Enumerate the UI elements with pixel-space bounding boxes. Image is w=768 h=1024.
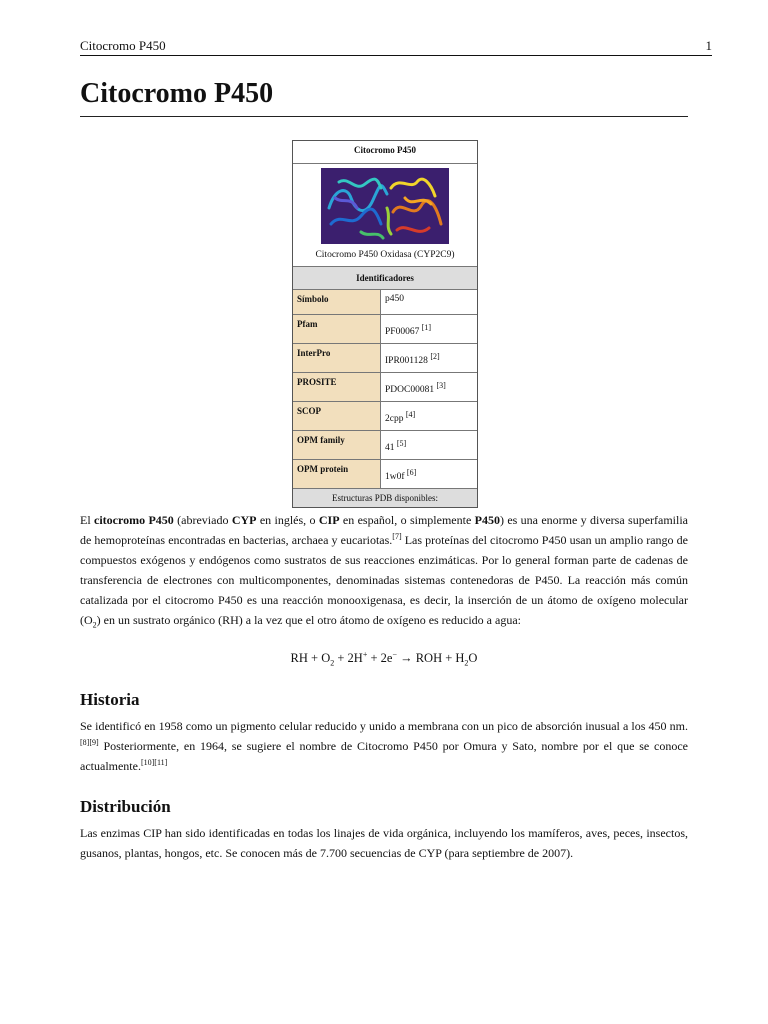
infobox-value[interactable]: IPR001128 [2] <box>385 352 440 367</box>
infobox-row <box>293 460 477 489</box>
infobox-value[interactable]: 2cpp [4] <box>385 410 416 425</box>
infobox-row <box>293 373 477 402</box>
citation-link[interactable]: [4] <box>405 410 416 419</box>
term-citocromo: citocromo P450 <box>94 513 174 527</box>
protein-structure-image <box>293 164 477 248</box>
term-cyp: CYP <box>231 513 257 527</box>
infobox-row <box>293 290 477 315</box>
term-p450: P450 <box>474 513 500 527</box>
infobox-row <box>293 402 477 431</box>
citation-link[interactable]: [6] <box>406 468 417 477</box>
intro-paragraph: El citocromo P450 (abreviado CYP en inglés, o CIP en español, o simplemente P450) es una enorme y diversa superfamilia de hemoproteínas encontradas en bacterias, archaea y eucariotas.[7] Las proteínas del citocromo P450 usan un amplio rango de compuestos exógenos y endógenos como sustratos de sus reacciones enzimáticas. Por lo general forman parte de cadenas de transferencia de electrones con multicomponentes, denominadas sistemas contenedoras de P450. La reacción más común catalizada por el citocromo P450 es una reacción monooxigenasa, es decir, la inserción de un átomo de oxígeno molecular $(O_2)$ en un sustrato orgánico (RH) a la vez que el otro átomo de oxígeno es reducido a agua: <box>80 513 689 630</box>
historia-paragraph: Se identificó en 1958 como un pigmento celular reducido y unido a membrana con un pico de absorción inusual a los 450 nm.[8][9] Posteriormente, en 1964, se sugiere el nombre de Citocromo P450 por Omura y Sato, nombre por el que se conoce actualmente.[10][11] <box>80 719 688 773</box>
infobox-key: SCOP <box>293 402 381 430</box>
infobox-footer: Estructuras PDB disponibles: <box>293 489 477 507</box>
citation-link[interactable]: [8][9] <box>80 738 99 747</box>
infobox-caption: Citocromo P450 Oxidasa (CYP2C9) <box>293 248 477 267</box>
infobox-row <box>293 315 477 344</box>
section-heading-distribucion: Distribución <box>80 797 171 816</box>
infobox-value[interactable]: 41 [5] <box>385 439 407 454</box>
running-title: Citocromo P450 <box>80 38 166 53</box>
infobox-title: Citocromo P450 <box>293 141 477 164</box>
infobox-value[interactable]: PDOC00081 [3] <box>385 381 446 396</box>
infobox <box>292 140 478 508</box>
section-heading-historia: Historia <box>80 690 140 709</box>
distribucion-paragraph: Las enzimas CIP han sido identificadas en todas los linajes de vida orgánica, incluyendo los mamíferos, aves, peces, insectos, gusanos, plantas, hongos, etc. Se conocen más de 7.700 secuencias de CYP (para septiembre de 2007). <box>80 826 688 860</box>
citation-link[interactable]: [5] <box>396 439 407 448</box>
infobox-section-header: Identificadores <box>293 267 477 290</box>
infobox-key: OPM family <box>293 431 381 459</box>
reaction-equation: RH + $O_2 + 2H^+ + 2e^-$ → ROH + $H_2O$ <box>290 649 478 668</box>
infobox-value[interactable]: p450 <box>385 294 404 304</box>
infobox-key: Símbolo <box>293 290 381 314</box>
infobox-key: Pfam <box>293 315 381 343</box>
infobox-row <box>293 344 477 373</box>
citation-link[interactable]: [7] <box>392 532 402 541</box>
infobox-row <box>293 431 477 460</box>
infobox-value[interactable]: 1w0f [6] <box>385 468 417 483</box>
page-number: 1 <box>705 38 712 53</box>
citation-link[interactable]: [2] <box>430 352 440 361</box>
page-title: Citocromo P450 <box>80 78 688 117</box>
term-cip: CIP <box>318 513 340 527</box>
infobox-value[interactable]: PF00067 [1] <box>385 323 432 338</box>
infobox-key: InterPro <box>293 344 381 372</box>
citation-link[interactable]: [1] <box>421 323 432 332</box>
infobox-key: OPM protein <box>293 460 381 488</box>
citation-link[interactable]: [10][11] <box>140 758 168 767</box>
running-header <box>80 38 712 56</box>
infobox-key: PROSITE <box>293 373 381 401</box>
citation-link[interactable]: [3] <box>436 381 446 390</box>
